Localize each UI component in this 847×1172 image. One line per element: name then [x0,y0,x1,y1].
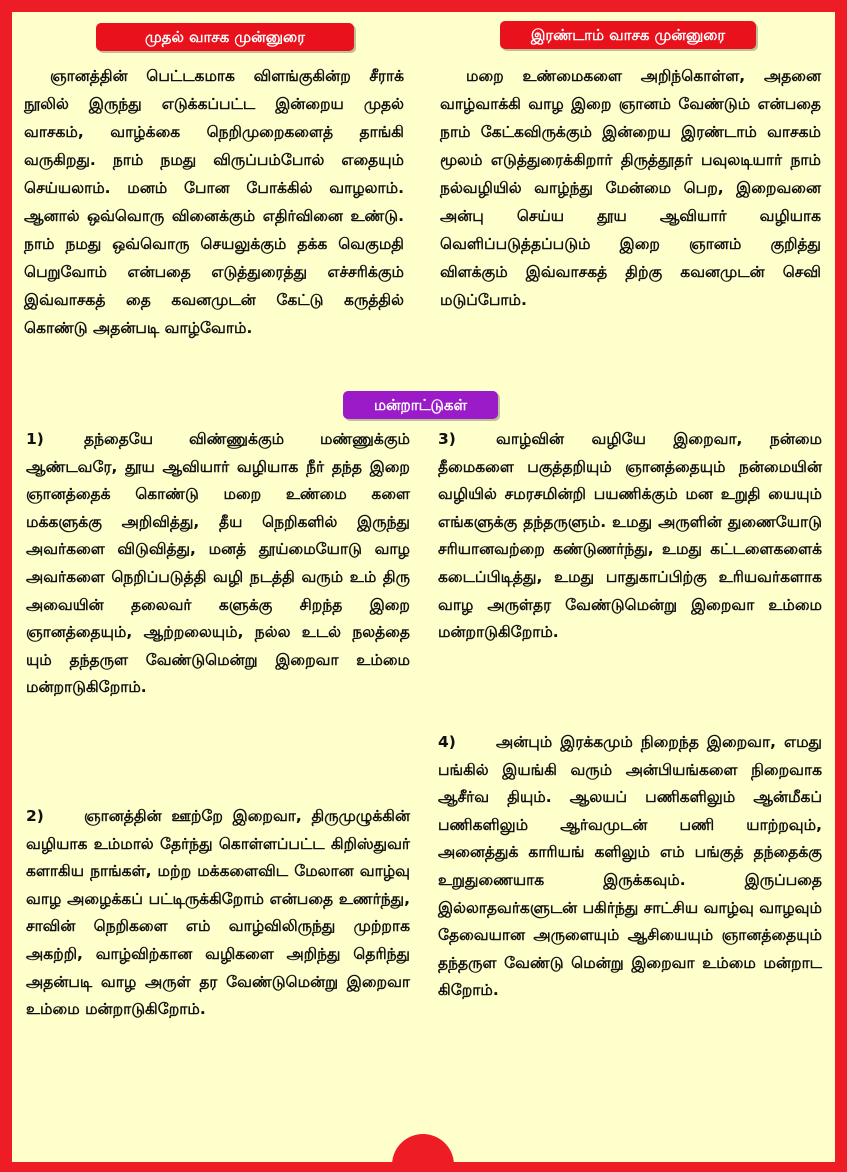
prayer-number-1: 1) [26,430,44,448]
prayer-item-4 [438,729,822,1005]
prayer-item-2 [26,803,410,1024]
prayer-number-2: 2) [26,807,44,825]
prayer-text-2: ஞானத்தின் ஊற்றே இறைவா, திருமுழுக்கின் வழியாக உம்மால் தேர்ந்து கொள்ளப்பட்ட கிறிஸ்துவர் களாகிய நாங்கள், மற்ற மக்களைவிட மேலான வாழ்வு வாழ அழைக்கப் பட்டிருக்கிறோம் என்பதை உணர்ந்து, சாவின் நெறிகளை எம் வாழ்விலிருந்து முற்றாக அகற்றி, வாழ்விற்கான வழிகளை அறிந்து தெரிந்து அதன்படி வாழ அருள் தர வேண்டுமென்று இறைவா உம்மை மன்றாடுகிறோம். [26,807,410,1019]
prayer-text-3: வாழ்வின் வழியே இறைவா, நன்மை தீமைகளை பகுத்தறியும் ஞானத்தையும் நன்மையின் வழியில் சமரசமின்றி பயணிக்கும் மன உறுதி யையும் எங்களுக்கு தந்தருளும். உமது அருளின் துணையோடு சரியானவற்றை கண்டுணர்ந்து, உமது கட்டளைகளைக் கடைப்பிடித்து, உமது பாதுகாப்பிற்கு உரியவர்களாக வாழ அருள்தர வேண்டுமென்று இறைவா உம்மை மன்றாடுகிறோம். [438,430,822,642]
prayer-text-1: தந்தையே விண்ணுக்கும் மண்ணுக்கும் ஆண்டவரே, தூய ஆவியார் வழியாக நீர் தந்த இறை ஞானத்தைக் கொண்டு மறை உண்மை களை மக்களுக்கு அறிவித்து, தீய நெறிகளில் இருந்து அவர்களை விடுவித்து, மனத் தூய்மையோடு வாழ அவர்களை நெறிப்படுத்தி வழி நடத்தி வரும் உம் திரு அவையின் தலைவர் களுக்கு சிறந்த இறை ஞானத்தையும், ஆற்றலையும், நல்ல உடல் நலத்தை யும் தந்தருள வேண்டுமென்று இறைவா உம்மை மன்றாடுகிறோம். [26,430,410,697]
prayer-number-4: 4) [438,733,456,751]
prayer-item-3 [438,426,822,647]
second-reading-heading: இரண்டாம் வாசக முன்னுரை [500,21,756,49]
prayer-number-3: 3) [438,430,456,448]
prayer-text-4: அன்பும் இரக்கமும் நிறைந்த இறைவா, எமது பங்கில் இயங்கி வரும் அன்பியங்களை நிறைவாக ஆசீர்வ தியும். ஆலயப் பணிகளிலும் ஆன்மீகப் பணிகளிலும் ஆர்வமுடன் பணி யாற்றவும், அனைத்துக் காரியங் களிலும் எம் பங்குத் தந்தைக்கு உறுதுணையாக இருக்கவும். இருப்பதை இல்லாதவர்களுடன் பகிர்ந்து சாட்சிய வாழ்வு வாழவும் தேவையான அருளையும் ஆசியையும் ஞானத்தையும் தந்தருள வேண்டு மென்று இறைவா உம்மை மன்றாட கிறோம். [438,733,822,1000]
first-reading-heading: முதல் வாசக முன்னுரை [96,23,354,51]
second-reading-intro: மறை உண்மைகளை அறிந்கொள்ள, அதனை வாழ்வாக்கி வாழ இறை ஞானம் வேண்டும் என்பதை நாம் கேட்கவிருக்கும் இன்றைய இரண்டாம் வாசகம் மூலம் எடுத்துரைக்கிறார் திருத்தூதர் பவுலடியார் நாம் நல்வழியில் வாழ்ந்து மேன்மை பெற, இறைவனை அன்பு செய்ய தூய ஆவியார் வழியாக வெளிப்படுத்தப்படும் இறை ஞானம் குறித்து விளக்கும் இவ்வாசகத் திற்கு கவனமுடன் செவி மடுப்போம். [440,67,821,309]
prayers-heading: மன்றாட்டுகள் [343,391,498,419]
page-content [12,12,835,1162]
prayer-item-1 [26,426,410,702]
first-reading-intro: ஞானத்தின் பெட்டகமாக விளங்குகின்ற சீராக் நூலில் இருந்து எடுக்கப்பட்ட இன்றைய முதல் வாசகம், வாழ்க்கை நெறிமுறைகளைத் தாங்கி வருகிறது. நாம் நமது விருப்பம்போல் எதையும் செய்யலாம். மனம் போன போக்கில் வாழலாம். ஆனால் ஒவ்வொரு வினைக்கும் எதிர்வினை உண்டு. நாம் நமது ஒவ்வொரு செயலுக்கும் தக்க வெகுமதி பெறுவோம் என்பதை எடுத்துரைத்து எச்சரிக்கும் இவ்வாசகத் தை கவனமுடன் கேட்டு கருத்தில் கொண்டு அதன்படி வாழ்வோம். [24,67,404,337]
page-number-tab [392,1134,454,1162]
